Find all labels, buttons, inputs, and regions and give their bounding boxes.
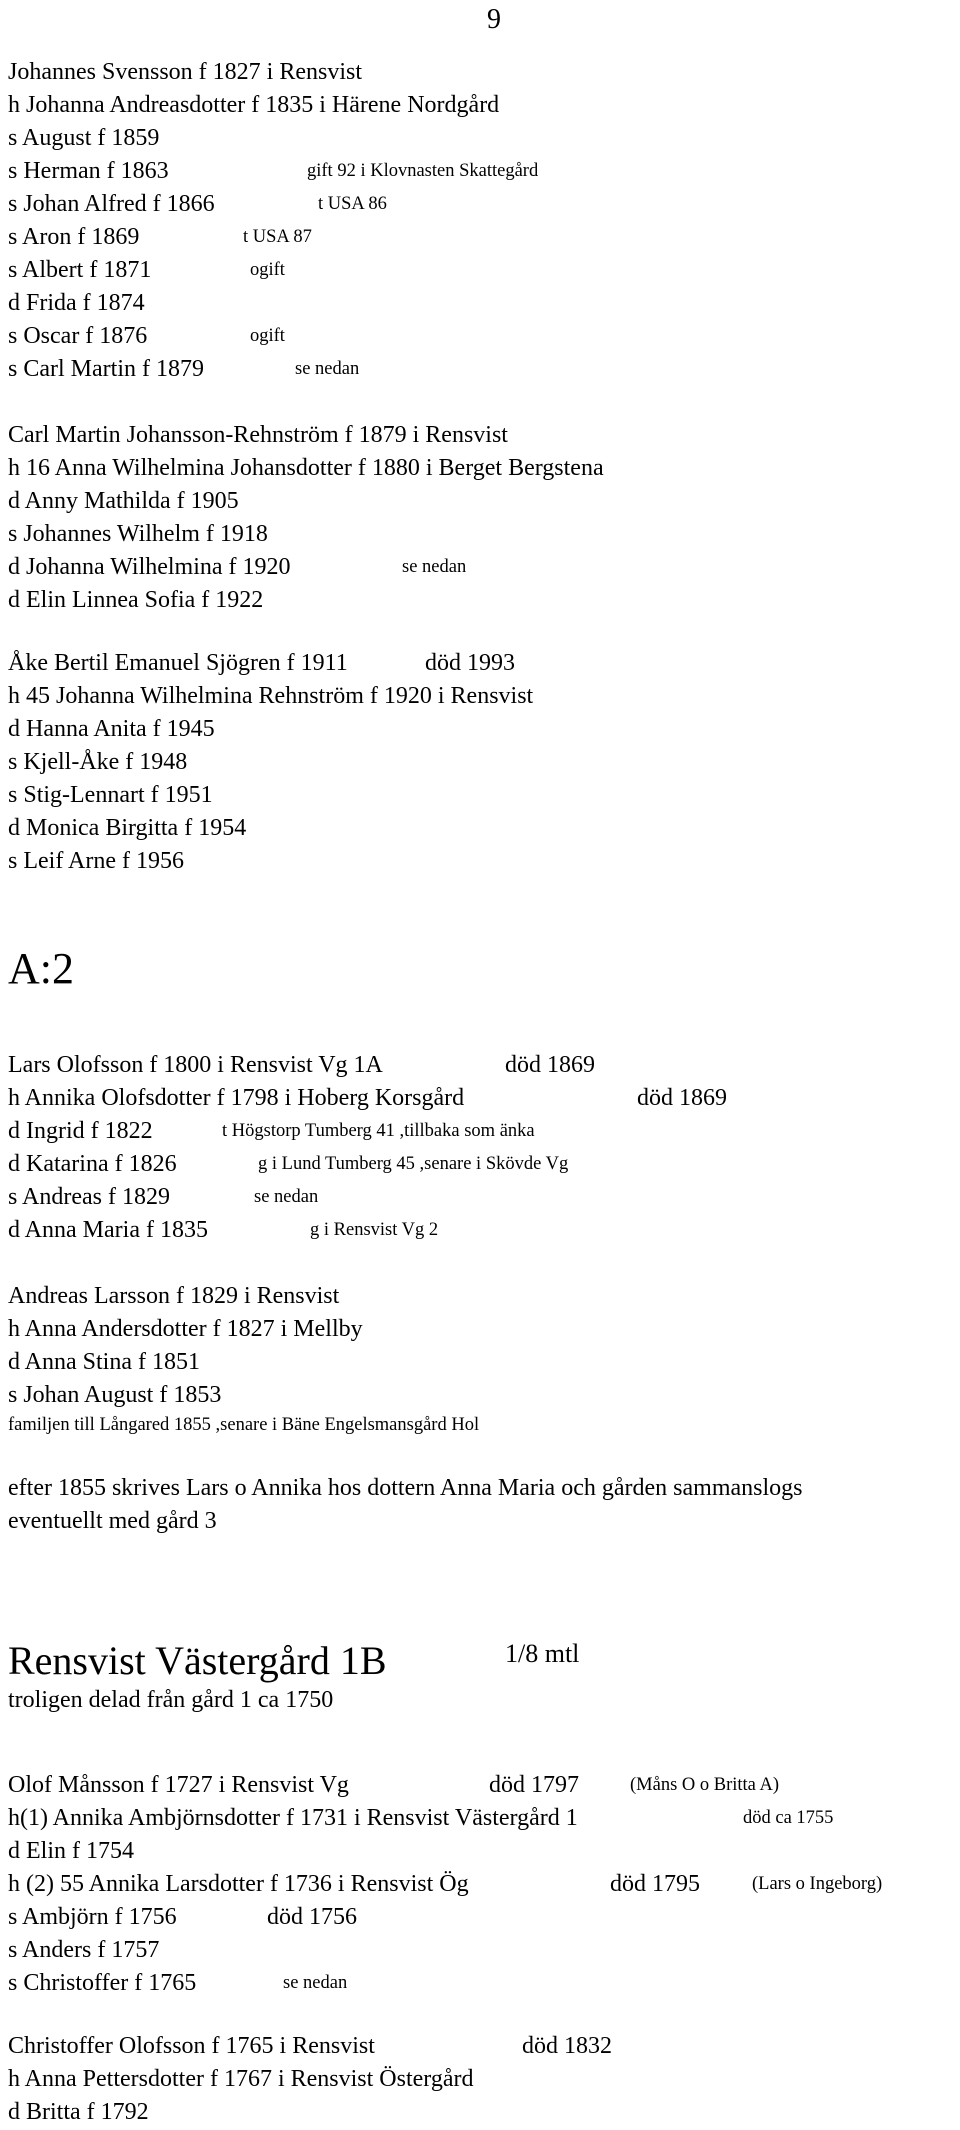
entry-text: död 1869: [505, 1052, 595, 1078]
entry-text: Andreas Larsson f 1829 i Rensvist: [8, 1283, 340, 1309]
entry-text: Olof Månsson f 1727 i Rensvist Vg: [8, 1772, 349, 1798]
entry-text: 1/8 mtl: [505, 1639, 580, 1668]
entry-text: Åke Bertil Emanuel Sjögren f 1911: [8, 650, 348, 676]
entry-text: s Herman f 1863: [8, 158, 169, 184]
entry-text: d Elin f 1754: [8, 1838, 134, 1864]
entry-text: d Katarina f 1826: [8, 1151, 177, 1177]
annotation-text: t USA 86: [318, 194, 387, 214]
entry-text: s Anders f 1757: [8, 1937, 160, 1963]
entry-text: d Frida f 1874: [8, 290, 145, 316]
annotation-text: (Måns O o Britta A): [630, 1775, 780, 1795]
entry-text: s Johan Alfred f 1866: [8, 191, 215, 217]
entry-text: d Ingrid f 1822: [8, 1118, 153, 1144]
entry-text: s Christoffer f 1765: [8, 1970, 197, 1996]
entry-text: efter 1855 skrives Lars o Annika hos dottern Anna Maria och gården sammanslogs: [8, 1475, 803, 1501]
entry-text: s Johan August f 1853: [8, 1382, 222, 1408]
page-number: 9: [487, 4, 501, 35]
entry-text: s Oscar f 1876: [8, 323, 148, 349]
annotation-text: ogift: [250, 326, 285, 346]
entry-text: död 1832: [522, 2033, 612, 2059]
entry-text: eventuellt med gård 3: [8, 1508, 217, 1534]
entry-text: h(1) Annika Ambjörnsdotter f 1731 i Rensvist Västergård 1: [8, 1805, 578, 1831]
entry-text: d Hanna Anita f 1945: [8, 716, 215, 742]
entry-text: s Leif Arne f 1956: [8, 848, 184, 874]
annotation-text: t USA 87: [243, 227, 312, 247]
annotation-text: gift 92 i Klovnasten Skattegård: [307, 161, 539, 181]
entry-text: Christoffer Olofsson f 1765 i Rensvist: [8, 2033, 375, 2059]
entry-text: troligen delad från gård 1 ca 1750: [8, 1687, 334, 1713]
entry-text: d Johanna Wilhelmina f 1920: [8, 554, 291, 580]
entry-text: s Albert f 1871: [8, 257, 152, 283]
entry-text: d Britta f 1792: [8, 2099, 149, 2125]
section-heading: A:2: [8, 944, 74, 993]
entry-text: Johannes Svensson f 1827 i Rensvist: [8, 59, 362, 85]
entry-text: s Aron f 1869: [8, 224, 140, 250]
entry-text: s Ambjörn f 1756: [8, 1904, 177, 1930]
section-heading: Rensvist Västergård 1B: [8, 1638, 387, 1683]
entry-text: död 1756: [267, 1904, 357, 1930]
entry-text: h 45 Johanna Wilhelmina Rehnström f 1920 i Rensvist: [8, 683, 534, 709]
entry-text: s August f 1859: [8, 125, 160, 151]
entry-text: h Johanna Andreasdotter f 1835 i Härene Nordgård: [8, 92, 500, 118]
annotation-text: g i Lund Tumberg 45 ,senare i Skövde Vg: [258, 1154, 569, 1174]
entry-text: d Monica Birgitta f 1954: [8, 815, 247, 841]
entry-text: död 1795: [610, 1871, 700, 1897]
entry-text: död 1869: [637, 1085, 727, 1111]
annotation-text: g i Rensvist Vg 2: [310, 1220, 439, 1240]
entry-text: s Andreas f 1829: [8, 1184, 170, 1210]
annotation-text: (Lars o Ingeborg): [752, 1874, 883, 1894]
entry-text: s Kjell-Åke f 1948: [8, 749, 188, 775]
entry-text: h Anna Pettersdotter f 1767 i Rensvist Östergård: [8, 2066, 474, 2092]
entry-text: h (2) 55 Annika Larsdotter f 1736 i Rensvist Ög: [8, 1871, 469, 1897]
annotation-text: död ca 1755: [743, 1808, 834, 1828]
annotation-text: se nedan: [295, 359, 360, 379]
entry-text: död 1993: [425, 650, 515, 676]
annotation-text: t Högstorp Tumberg 41 ,tillbaka som änka: [222, 1121, 535, 1141]
entry-text: d Anna Maria f 1835: [8, 1217, 208, 1243]
annotation-text: ogift: [250, 260, 285, 280]
entry-text: h Annika Olofsdotter f 1798 i Hoberg Korsgård: [8, 1085, 465, 1111]
entry-text: Carl Martin Johansson-Rehnström f 1879 i Rensvist: [8, 422, 508, 448]
entry-text: s Stig-Lennart f 1951: [8, 782, 213, 808]
entry-text: h Anna Andersdotter f 1827 i Mellby: [8, 1316, 363, 1342]
annotation-text: familjen till Långared 1855 ,senare i Bäne Engelsmansgård Hol: [8, 1415, 480, 1435]
annotation-text: se nedan: [402, 557, 467, 577]
annotation-text: se nedan: [254, 1187, 319, 1207]
entry-text: död 1797: [489, 1772, 579, 1798]
entry-text: h 16 Anna Wilhelmina Johansdotter f 1880 i Berget Bergstena: [8, 455, 604, 481]
annotation-text: se nedan: [283, 1973, 348, 1993]
entry-text: d Anny Mathilda f 1905: [8, 488, 239, 514]
entry-text: Lars Olofsson f 1800 i Rensvist Vg 1A: [8, 1052, 383, 1078]
entry-text: d Elin Linnea Sofia f 1922: [8, 587, 264, 613]
entry-text: s Carl Martin f 1879: [8, 356, 204, 382]
entry-text: d Anna Stina f 1851: [8, 1349, 200, 1375]
entry-text: s Johannes Wilhelm f 1918: [8, 521, 268, 547]
